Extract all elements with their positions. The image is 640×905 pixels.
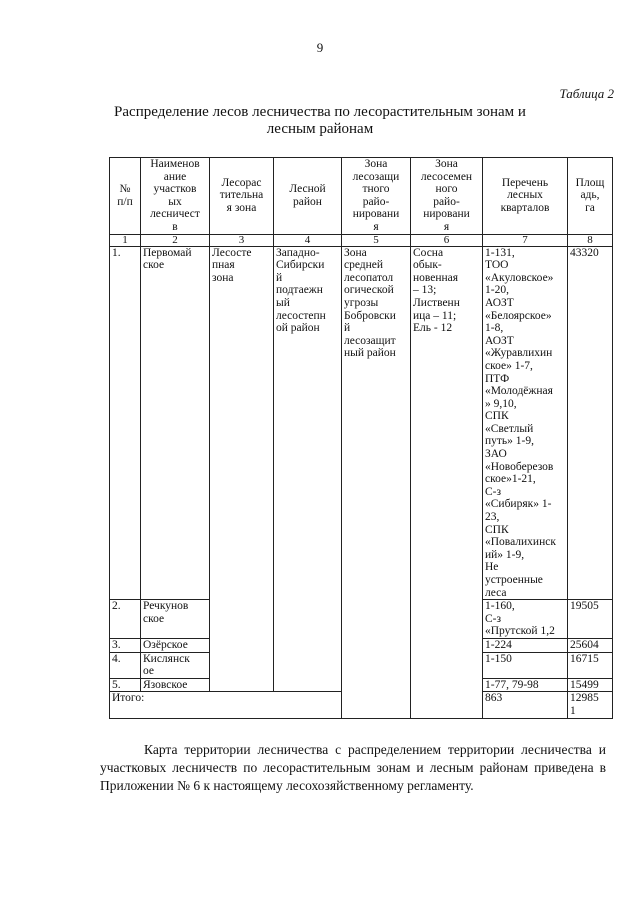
total-quarters: 863 [483,692,568,718]
row-number: 2. [110,600,141,639]
forestry-name: Речкунов ское [141,600,210,639]
total-area: 12985 1 [568,692,613,718]
header-cell: Площ адь, га [568,158,613,235]
area-value: 43320 [568,246,613,600]
page-number: 9 [316,40,324,55]
forestry-name: Озёрское [141,638,210,652]
table-label: Таблица 2 [559,86,614,101]
row-number: 1. [110,246,141,600]
table-row [110,246,613,600]
header-cell: Наименов ание участков ых лесничест в [141,158,210,235]
forestry-name: Первомай ское [141,246,210,600]
forest-district: Западно- Сибирски й подтаежн ый лесостепн ой район [274,246,342,692]
column-number-row [110,234,613,246]
area-value: 16715 [568,652,613,678]
header-cell: Лесной район [274,158,342,235]
column-number: 1 [110,234,141,246]
row-number: 3. [110,638,141,652]
column-number: 5 [342,234,411,246]
column-number: 4 [274,234,342,246]
header-cell: Лесорас тительна я зона [210,158,274,235]
forestry-name: Язовское [141,678,210,692]
forest-quarters: 1-224 [483,638,568,652]
forest-quarters: 1-77, 79-98 [483,678,568,692]
header-cell: № п/п [110,158,141,235]
forest-quarters: 1-150 [483,652,568,678]
forest-quarters: 1-160, С-з «Прутской 1,2 [483,600,568,639]
column-number: 3 [210,234,274,246]
total-label: Итого: [110,692,342,718]
table-title: Распределение лесов лесничества по лесорастительным зонам и лесным районам [114,104,526,137]
vegetation-zone: Лесосте пная зона [210,246,274,692]
header-cell: Зона лесосемен ного райо- нировани я [411,158,483,235]
row-number: 4. [110,652,141,678]
forest-distribution-table [109,157,613,719]
forestry-name: Кислянск ое [141,652,210,678]
body-paragraph: Карта территории лесничества с распределением территории лесничества и участковых лесничеств по лесорастительным зонам и лесным районам приведена в Приложении № 6 к настоящему лесохозяйственному регламенту. [100,742,606,793]
area-value: 25604 [568,638,613,652]
seed-zone: Сосна обык- новенная – 13; Лиственн ица – 11; Ель - 12 [411,246,483,718]
area-value: 15499 [568,678,613,692]
column-number: 8 [568,234,613,246]
column-number: 2 [141,234,210,246]
row-number: 5. [110,678,141,692]
protection-zone: Зона средней лесопатол огической угрозы Бобровски й лесозащит ный район [342,246,411,718]
forest-quarters: 1-131, ТОО «Акуловское» 1-20, АОЗТ «Белоярское» 1-8, АОЗТ «Журавлихин ское» 1-7, ПТФ «Молодёжная » 9,10, СПК «Светлый путь» 1-9, ЗАО «Новоберезов ское»1-21, С-з «Сибиряк» 1- 23, СПК «Повалихинск ий» 1-9, Не устроенные леса [483,246,568,600]
column-number: 6 [411,234,483,246]
area-value: 19505 [568,600,613,639]
table-header-row [110,158,613,235]
header-cell: Перечень лесных кварталов [483,158,568,235]
column-number: 7 [483,234,568,246]
header-cell: Зона лесозащи тного райо- нировани я [342,158,411,235]
